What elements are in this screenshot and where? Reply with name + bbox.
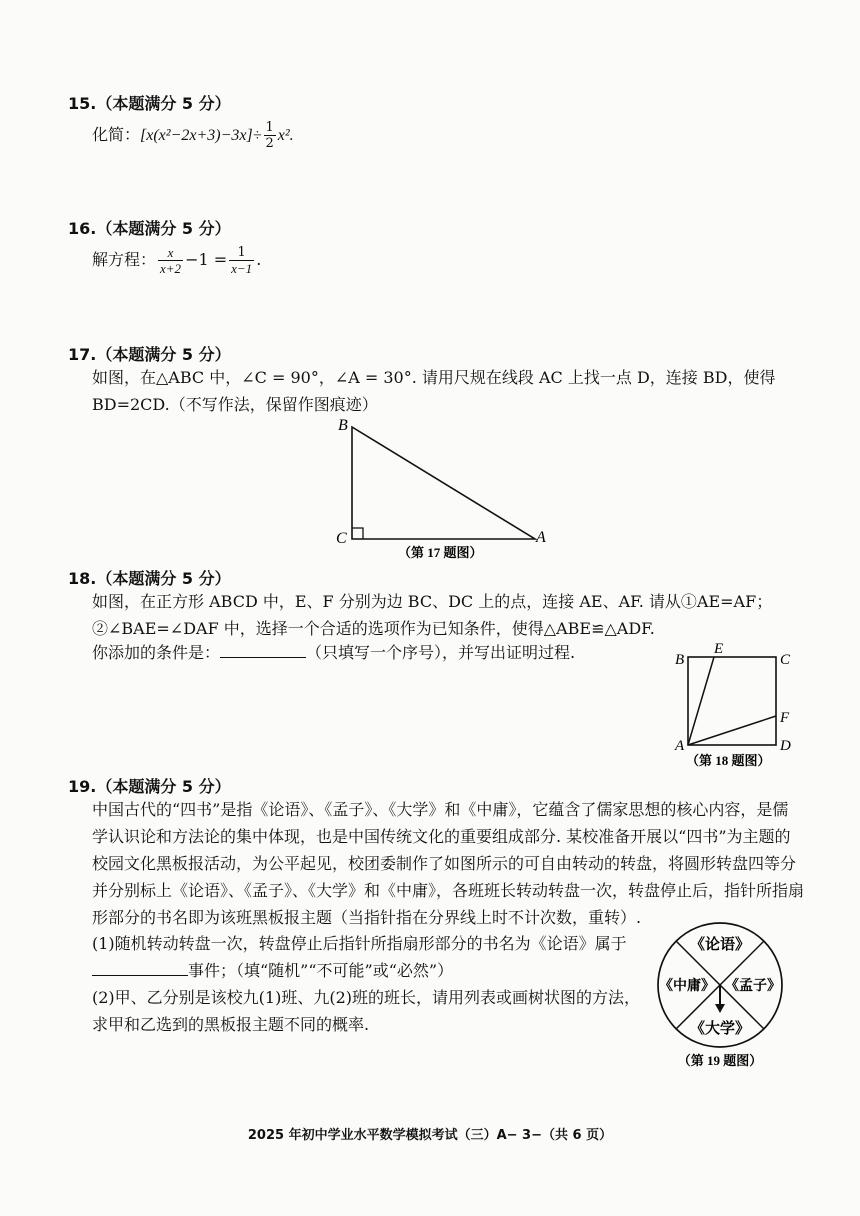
q16-prefix: 解方程：: [92, 250, 157, 269]
segment-af: [688, 716, 776, 745]
label-f: F: [780, 710, 790, 726]
q19-part1: [92, 930, 652, 984]
q18-caption: （第 18 题图）: [686, 753, 771, 768]
q19-spinner-figure: [654, 916, 814, 1076]
q15-title: 15.（本题满分 5 分）: [68, 94, 231, 113]
q19-part1-b: 事件；（填“随机”“不可能”或“必然”）: [188, 961, 454, 980]
label-b: B: [675, 652, 685, 668]
q16-equation: [92, 245, 261, 276]
q19-answer-blank[interactable]: [92, 975, 188, 976]
label-e: E: [714, 641, 724, 657]
q16-mid: −1 =: [185, 250, 228, 269]
q15-expr: [x(x²−2x+3)−3x]÷: [140, 127, 262, 144]
q18-text: 如图，在正方形 ABCD 中，E、F 分别为边 BC、DC 上的点，连接 AE、AF. 请从①AE=AF；②∠BAE=∠DAF 中，选择一个合适的选项作为已知条件，使得△ABE≌△ADF.: [92, 592, 773, 638]
page-footer: 2025 年初中学业水平数学模拟考试（三）A− 3−（共 6 页）: [247, 1128, 613, 1143]
q18-square-figure: [672, 634, 804, 770]
q19-part1-a: (1)随机转动转盘一次，转盘停止后指针所指扇形部分的书名为《论语》属于: [92, 934, 627, 953]
right-angle-mark: [352, 528, 363, 539]
q15-tail: x².: [277, 127, 294, 144]
q15-prefix: 化简：: [92, 125, 141, 144]
label-a: A: [536, 529, 546, 546]
triangle-abc: [352, 427, 535, 539]
label-d: D: [780, 738, 791, 754]
q16-end: .: [256, 250, 262, 269]
pointer-arrow-icon: [715, 1004, 725, 1013]
label-c: C: [780, 652, 791, 668]
q17-caption: （第 17 题图）: [398, 545, 483, 560]
q19-title: 19.（本题满分 5 分）: [68, 777, 231, 796]
q18-fill-suffix: （只填写一个序号），并写出证明过程.: [306, 643, 576, 662]
q16-title: 16.（本题满分 5 分）: [68, 219, 231, 238]
q16-rhs-fraction: $\frac{1}{x-1}$: [231, 245, 253, 276]
sector-top: 《论语》: [689, 937, 751, 953]
q17-title: 17.（本题满分 5 分）: [68, 345, 231, 364]
q18-fill-prefix: 你添加的条件是：: [92, 643, 221, 662]
sector-right: 《孟子》: [725, 979, 781, 994]
q17-text: 如图，在△ABC 中，∠C = 90°，∠A = 30°. 请用尺规在线段 AC 上找一点 D，连接 BD，使得 BD=2CD.（不写作法，保留作图痕迹）: [92, 368, 776, 414]
q19-text: 中国古代的“四书”是指《论语》、《孟子》、《大学》和《中庸》，它蕴含了儒家思想的核心内容，是儒学认识论和方法论的集中体现，也是中国传统文化的重要组成部分. 某校准备开展以“四书”为主题的校园文化黑板报活动，为公平起见，校团委制作了如图所示的可自由转动的转盘，将圆形转盘四等分并分别标上《论语》、《孟子》、《大学》和《中庸》，各班班长转动转盘一次，转盘停止后，指针所指扇形部分的书名即为该班黑板报主题（当指针指在分界线上时不计次数，重转）.: [92, 800, 805, 927]
q19-caption: （第 19 题图）: [677, 1053, 763, 1068]
segment-ae: [688, 657, 714, 745]
q15-fraction: $\frac{1}{2}$: [265, 120, 274, 151]
q18-answer-blank[interactable]: [220, 657, 306, 658]
q16-lhs-fraction: $\frac{x}{x+2}$: [160, 245, 182, 276]
label-a: A: [675, 738, 685, 754]
q18-fill-line: [92, 640, 575, 666]
q18-title: 18.（本题满分 5 分）: [68, 569, 231, 588]
label-b: B: [338, 417, 348, 434]
sector-bottom: 《大学》: [689, 1021, 751, 1037]
q17-triangle-figure: [330, 414, 560, 564]
q15-expression: [92, 120, 294, 151]
q19-part2: (2)甲、乙分别是该校九(1)班、九(2)班的班长，请用列表或画树状图的方法，求甲和乙选到的黑板报主题不同的概率.: [92, 988, 640, 1034]
label-c: C: [336, 530, 347, 547]
sector-left: 《中庸》: [659, 979, 715, 994]
